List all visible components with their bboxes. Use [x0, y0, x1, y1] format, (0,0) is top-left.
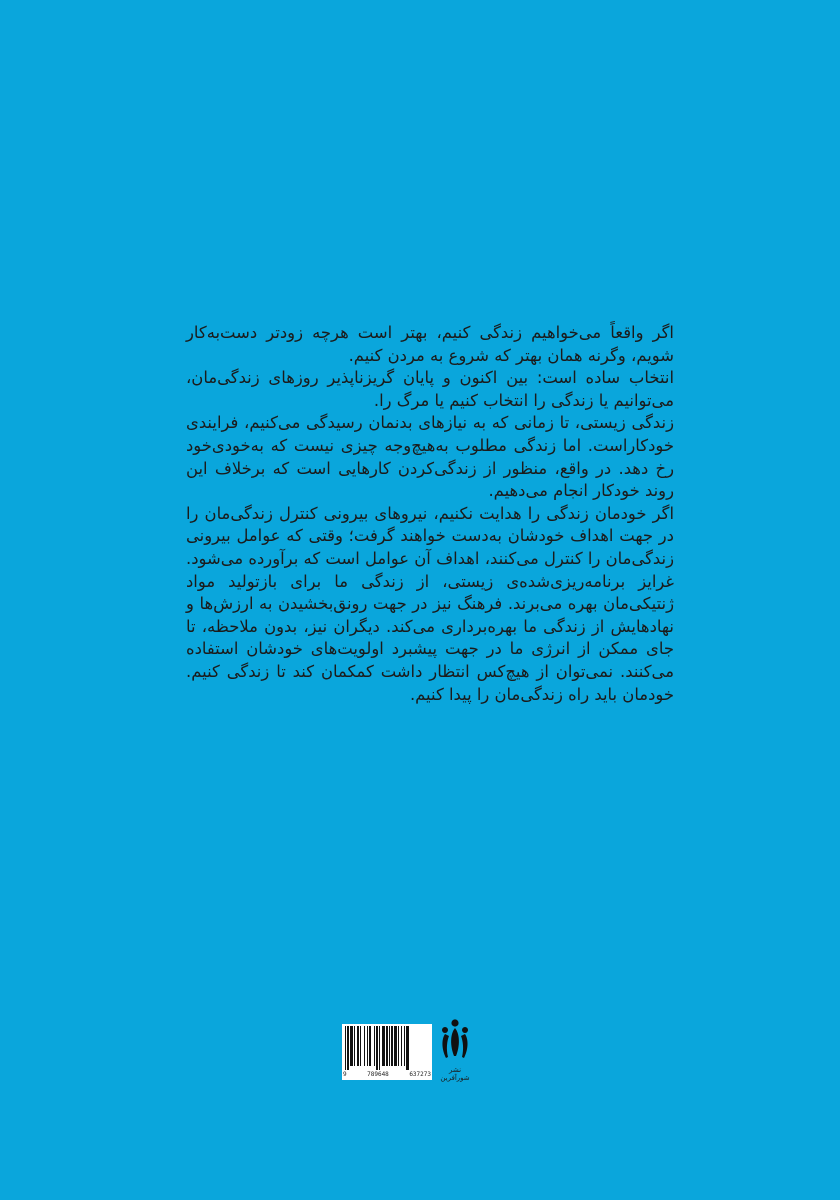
bottom-strip — [342, 1018, 472, 1082]
barcode-bar — [389, 1026, 390, 1066]
barcode-bar — [345, 1026, 346, 1070]
blurb-paragraph-4: اگر خودمان زندگی را هدایت نکنیم، نیروهای بیرونی کنترل زندگی‌مان را در جهت اهداف خودشان به‌دست خواهند گرفت؛ وقتی که عوامل بیرونی زندگی‌مان را کنترل می‌کنند، اهداف آن عوامل است که برآورده می‌شود. غرایز برنامه‌ریزی‌شده‌ی زیستی، از زندگی ما برای بازتولید مواد ژنتیکی‌مان بهره می‌برند. فرهنگ نیز در جهت رونق‌بخشیدن به ارزش‌ها و نهادهایش از زندگی ما بهره‌برداری می‌کند. دیگران نیز، بدون ملاحظه، تا جای ممکن از انرژی ما در جهت پیشبرد اولویت‌های خودشان استفاده می‌کنند. نمی‌توان از هیچ‌کس انتظار داشت کمکمان کند تا زندگی کنیم. خودمان باید راه زندگی‌مان را پیدا کنیم. — [186, 503, 674, 704]
barcode-bar — [379, 1026, 380, 1070]
barcode-bar — [404, 1026, 405, 1066]
barcode-bar — [350, 1026, 353, 1066]
barcode-bar — [357, 1026, 359, 1066]
barcode-bar — [354, 1026, 355, 1066]
publisher-name: نشر شورآفرین — [440, 1066, 470, 1082]
publisher-logo-icon — [439, 1018, 471, 1066]
barcode-bar — [398, 1026, 399, 1066]
barcode-bar — [367, 1026, 368, 1066]
barcode-digit-group-2: 789648 — [367, 1071, 389, 1078]
barcode-digit-group-1: 9 — [343, 1071, 347, 1078]
isbn-barcode — [342, 1024, 432, 1080]
barcode-digits — [342, 1070, 432, 1079]
barcode-digit-group-3: 637273 — [409, 1071, 431, 1078]
barcode-bar — [391, 1026, 393, 1066]
barcode-bar — [360, 1026, 361, 1066]
barcode-bar — [382, 1026, 385, 1066]
barcode-bar — [374, 1026, 375, 1066]
barcode-bar — [376, 1026, 378, 1070]
blurb-paragraph-2: انتخاب ساده است: بین اکنون و پایان گریزناپذیر روزهای زندگی‌مان، می‌توانیم یا زندگی را انتخاب کنیم یا مرگ را. — [186, 368, 674, 410]
barcode-bar — [406, 1026, 409, 1070]
blurb-paragraph-3: زندگی زیستی، تا زمانی که به نیازهای بدنمان رسیدگی می‌کنیم، فرایندی خودکاراست. اما زندگی مطلوب به‌هیچ‌وجه چیزی نیست که به‌خودی‌خود رخ دهد. در واقع، منظور از زندگی‌کردن کارهایی است که برخلاف این روند خودکار انجام می‌دهیم. — [186, 413, 674, 501]
barcode-bar — [394, 1026, 397, 1066]
barcode-bar — [369, 1026, 371, 1066]
barcode-bar — [347, 1026, 349, 1070]
barcode-bar — [386, 1026, 388, 1066]
back-cover-blurb — [186, 322, 674, 706]
barcode-bar — [401, 1026, 402, 1066]
blurb-paragraph-1: اگر واقعاً می‌خواهیم زندگی کنیم، بهتر است هرچه زودتر دست‌به‌کار شویم، وگرنه همان بهتر که شروع به مردن کنیم. — [186, 323, 674, 365]
barcode-bars — [342, 1024, 432, 1070]
publisher-logo — [439, 1018, 471, 1082]
barcode-bar — [364, 1026, 365, 1066]
